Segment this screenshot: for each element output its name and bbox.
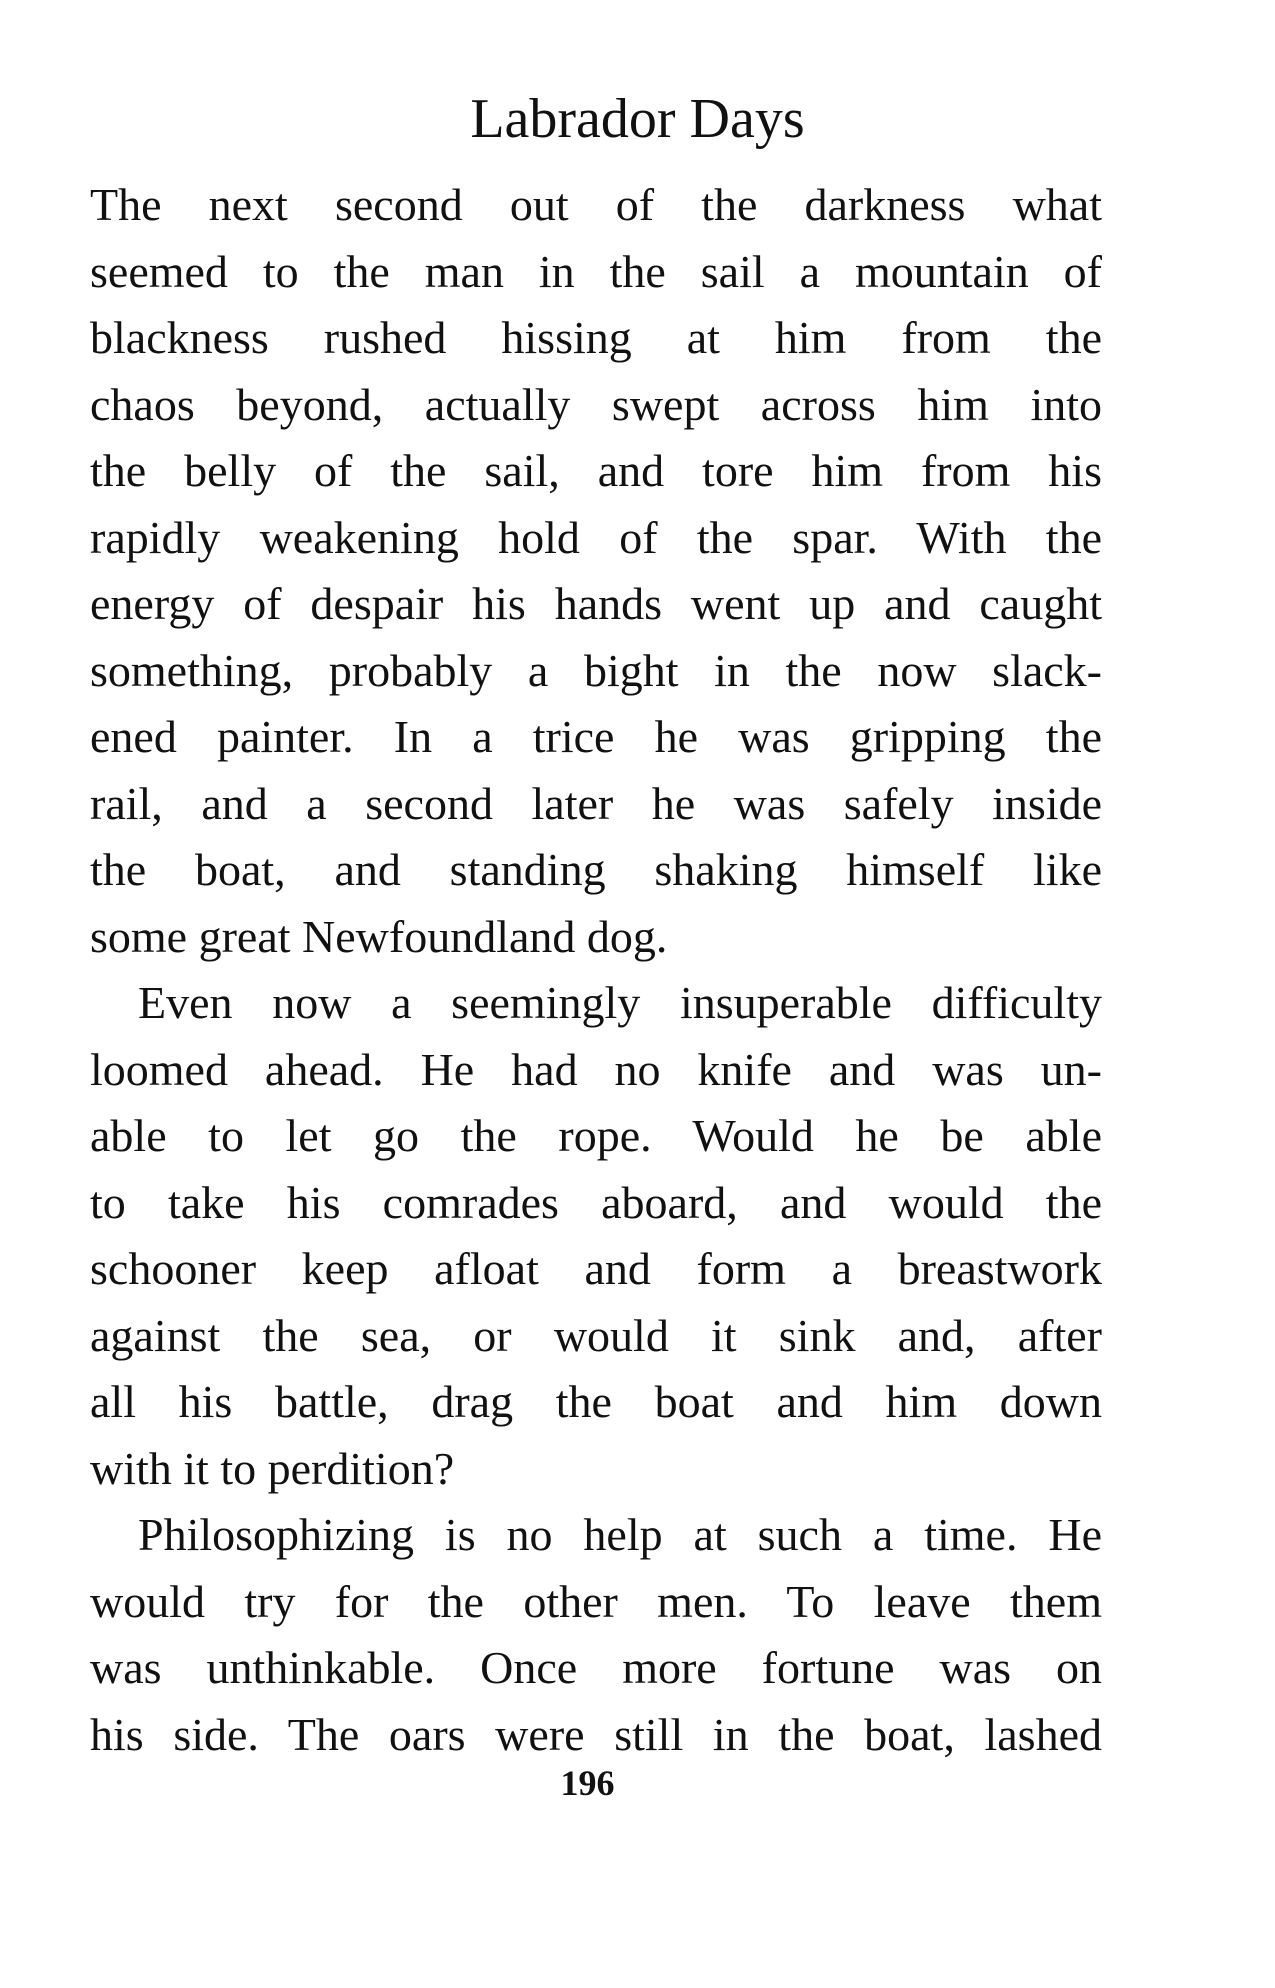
text-line: loomed ahead. He had no knife and was un- <box>90 1043 1102 1095</box>
running-head: Labrador Days <box>470 88 805 150</box>
text-line: able to let go the rope. Would he be able <box>90 1110 1102 1161</box>
text-line: The next second out of the darkness what <box>90 179 1102 230</box>
text-line: ened painter. In a trice he was gripping the <box>90 711 1102 762</box>
text-line: blackness rushed hissing at him from the <box>90 312 1102 363</box>
text-line: to take his comrades aboard, and would the <box>90 1176 1102 1228</box>
text-line: Even now a seemingly insuperable difficulty <box>138 977 1102 1028</box>
text-line: the belly of the sail, and tore him from his <box>90 445 1102 496</box>
text-line: Philosophizing is no help at such a time. He <box>138 1509 1102 1560</box>
text-line: the boat, and standing shaking himself like <box>90 844 1102 895</box>
text-line: chaos beyond, actually swept across him into <box>90 378 1102 430</box>
text-line: his side. The oars were still in the boat, lashed <box>90 1708 1102 1760</box>
text-line: would try for the other men. To leave them <box>90 1575 1102 1627</box>
body-text <box>90 172 1102 1768</box>
text-line: energy of despair his hands went up and caught <box>90 578 1102 629</box>
text-line: with it to perdition? <box>90 1442 455 1494</box>
text-line: was unthinkable. Once more fortune was on <box>90 1642 1102 1693</box>
text-line: rapidly weakening hold of the spar. With the <box>90 511 1102 563</box>
text-line: seemed to the man in the sail a mountain of <box>90 245 1102 297</box>
text-line: all his battle, drag the boat and him down <box>90 1376 1102 1427</box>
text-line: some great Newfoundland dog. <box>90 910 668 962</box>
text-line: rail, and a second later he was safely inside <box>90 777 1102 829</box>
text-line: against the sea, or would it sink and, after <box>90 1309 1102 1361</box>
text-line: schooner keep afloat and form a breastwork <box>90 1243 1102 1294</box>
text-line: something, probably a bight in the now slack- <box>90 644 1102 696</box>
page-number: 196 <box>560 1763 615 1803</box>
